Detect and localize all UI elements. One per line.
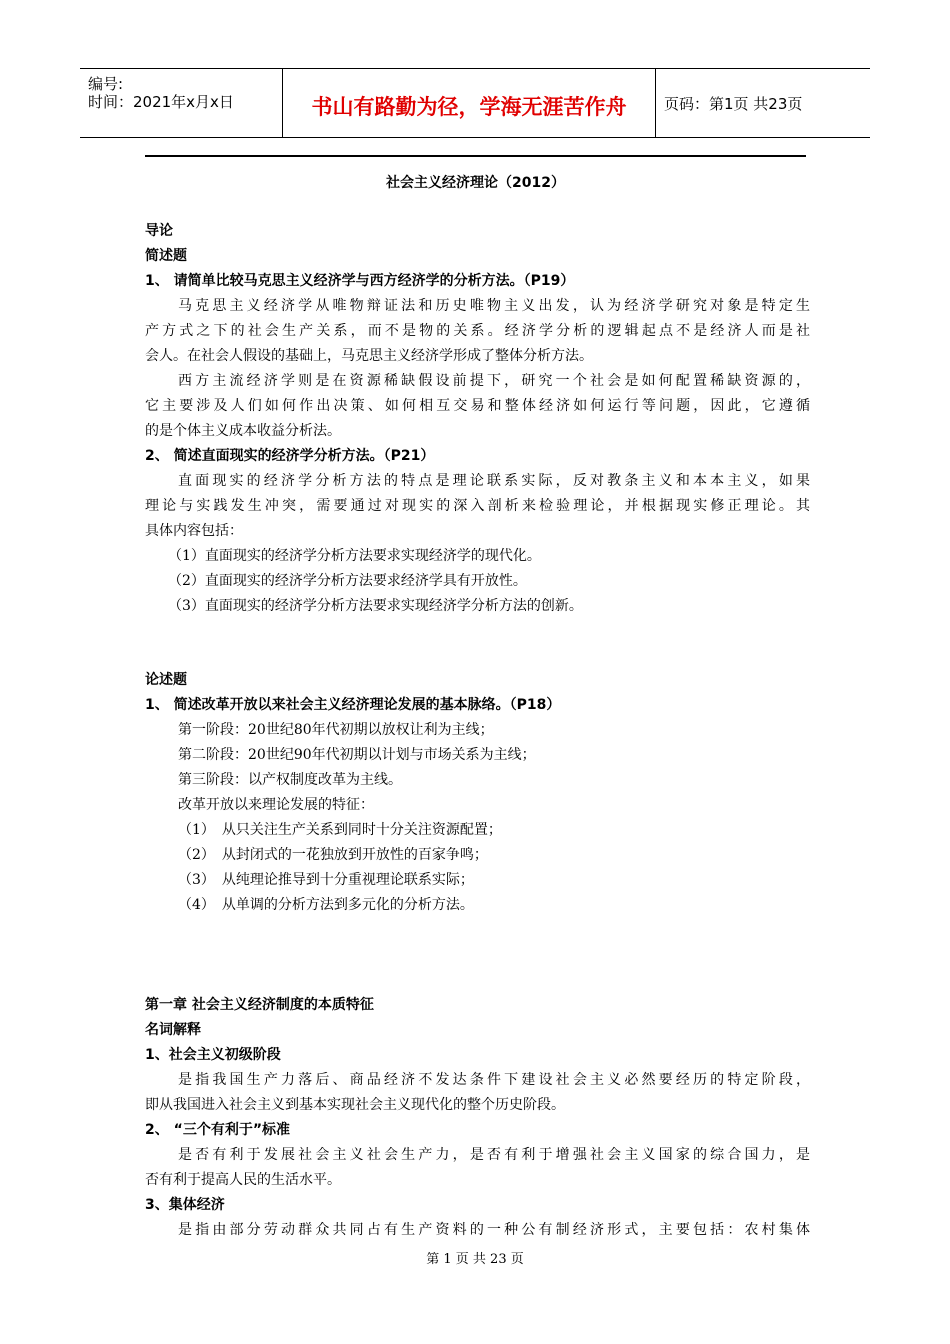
paragraph-line: 是指我国生产力落后、商品经济不发达条件下建设社会主义必然要经历的特定阶段， (178, 1072, 810, 1088)
question-heading: 2、 简述直面现实的经济学分析方法。（P21） (145, 448, 435, 464)
term-heading: 1、社会主义初级阶段 (145, 1047, 281, 1063)
header-info-cell (80, 69, 282, 137)
question-heading: 1、 简述改革开放以来社会主义经济理论发展的基本脉络。（P18） (145, 697, 561, 713)
paragraph-line: 马克思主义经济学从唯物辩证法和历史唯物主义出发，认为经济学研究对象是特定生 (178, 298, 810, 314)
paragraph-line: 否有利于提高人民的生活水平。 (145, 1172, 341, 1188)
paragraph-line: 西方主流经济学则是在资源稀缺假设前提下，研究一个社会是如何配置稀缺资源的， (178, 373, 810, 389)
header-motto-cell (282, 69, 656, 137)
paragraph-line: 理论与实践发生冲突，需要通过对现实的深入剖析来检验理论，并根据现实修正理论。其 (145, 498, 810, 514)
paragraph-line: 产方式之下的社会生产关系，而不是物的关系。经济学分析的逻辑起点不是经济人而是社 (145, 323, 810, 339)
list-item: （1）直面现实的经济学分析方法要求实现经济学的现代化。 (168, 548, 541, 564)
paragraph-line: 它主要涉及人们如何作出决策、如何相互交易和整体经济如何运行等问题，因此，它遵循 (145, 398, 810, 414)
paragraph-line: 是否有利于发展社会主义社会生产力，是否有利于增强社会主义国家的综合国力，是 (178, 1147, 810, 1163)
list-item: （4） 从单调的分析方法到多元化的分析方法。 (178, 897, 474, 913)
document-number-label: 编号: (88, 75, 124, 93)
paragraph-line: 直面现实的经济学分析方法的特点是理论联系实际，反对教条主义和本本主义，如果 (178, 473, 810, 489)
page-info: 页码：第1页 共23页 (664, 95, 803, 113)
subsection-heading: 论述题 (145, 672, 187, 688)
list-item: （3）直面现实的经济学分析方法要求实现经济学分析方法的创新。 (168, 598, 583, 614)
document-title: 社会主义经济理论（2012） (386, 175, 565, 191)
motto: 书山有路勤为径，学海无涯苦作舟 (311, 95, 627, 119)
list-item: 第一阶段：20世纪80年代初期以放权让利为主线； (178, 722, 494, 738)
list-item: （3） 从纯理论推导到十分重视理论联系实际； (178, 872, 474, 888)
list-item: 第二阶段：20世纪90年代初期以计划与市场关系为主线； (178, 747, 536, 763)
paragraph-line: 的是个体主义成本收益分析法。 (145, 423, 341, 439)
page-header (80, 68, 870, 138)
section-heading: 导论 (145, 223, 173, 239)
question-heading: 1、 请简单比较马克思主义经济学与西方经济学的分析方法。（P19） (145, 273, 575, 289)
term-heading: 2、 “三个有利于”标准 (145, 1122, 291, 1138)
list-item: （1） 从只关注生产关系到同时十分关注资源配置； (178, 822, 502, 838)
paragraph-line: 会人。在社会人假设的基础上，马克思主义经济学形成了整体分析方法。 (145, 348, 593, 364)
header-page-cell (654, 69, 870, 137)
chapter-heading: 第一章 社会主义经济制度的本质特征 (145, 997, 374, 1013)
list-item: （2）直面现实的经济学分析方法要求经济学具有开放性。 (168, 573, 527, 589)
subsection-heading: 名词解释 (145, 1022, 201, 1038)
title-rule (145, 155, 806, 157)
list-item: 第三阶段：以产权制度改革为主线。 (178, 772, 402, 788)
paragraph-line: 具体内容包括： (145, 523, 243, 539)
paragraph-line: 即从我国进入社会主义到基本实现社会主义现代化的整个历史阶段。 (145, 1097, 565, 1113)
term-heading: 3、集体经济 (145, 1197, 225, 1213)
page-footer: 第 1 页 共 23 页 (426, 1252, 524, 1267)
subsection-heading: 简述题 (145, 248, 187, 264)
list-item: 改革开放以来理论发展的特征： (178, 797, 374, 813)
list-item: （2） 从封闭式的一花独放到开放性的百家争鸣； (178, 847, 488, 863)
paragraph-line: 是指由部分劳动群众共同占有生产资料的一种公有制经济形式，主要包括：农村集体 (178, 1222, 810, 1238)
document-date: 时间：2021年x月x日 (88, 93, 234, 111)
